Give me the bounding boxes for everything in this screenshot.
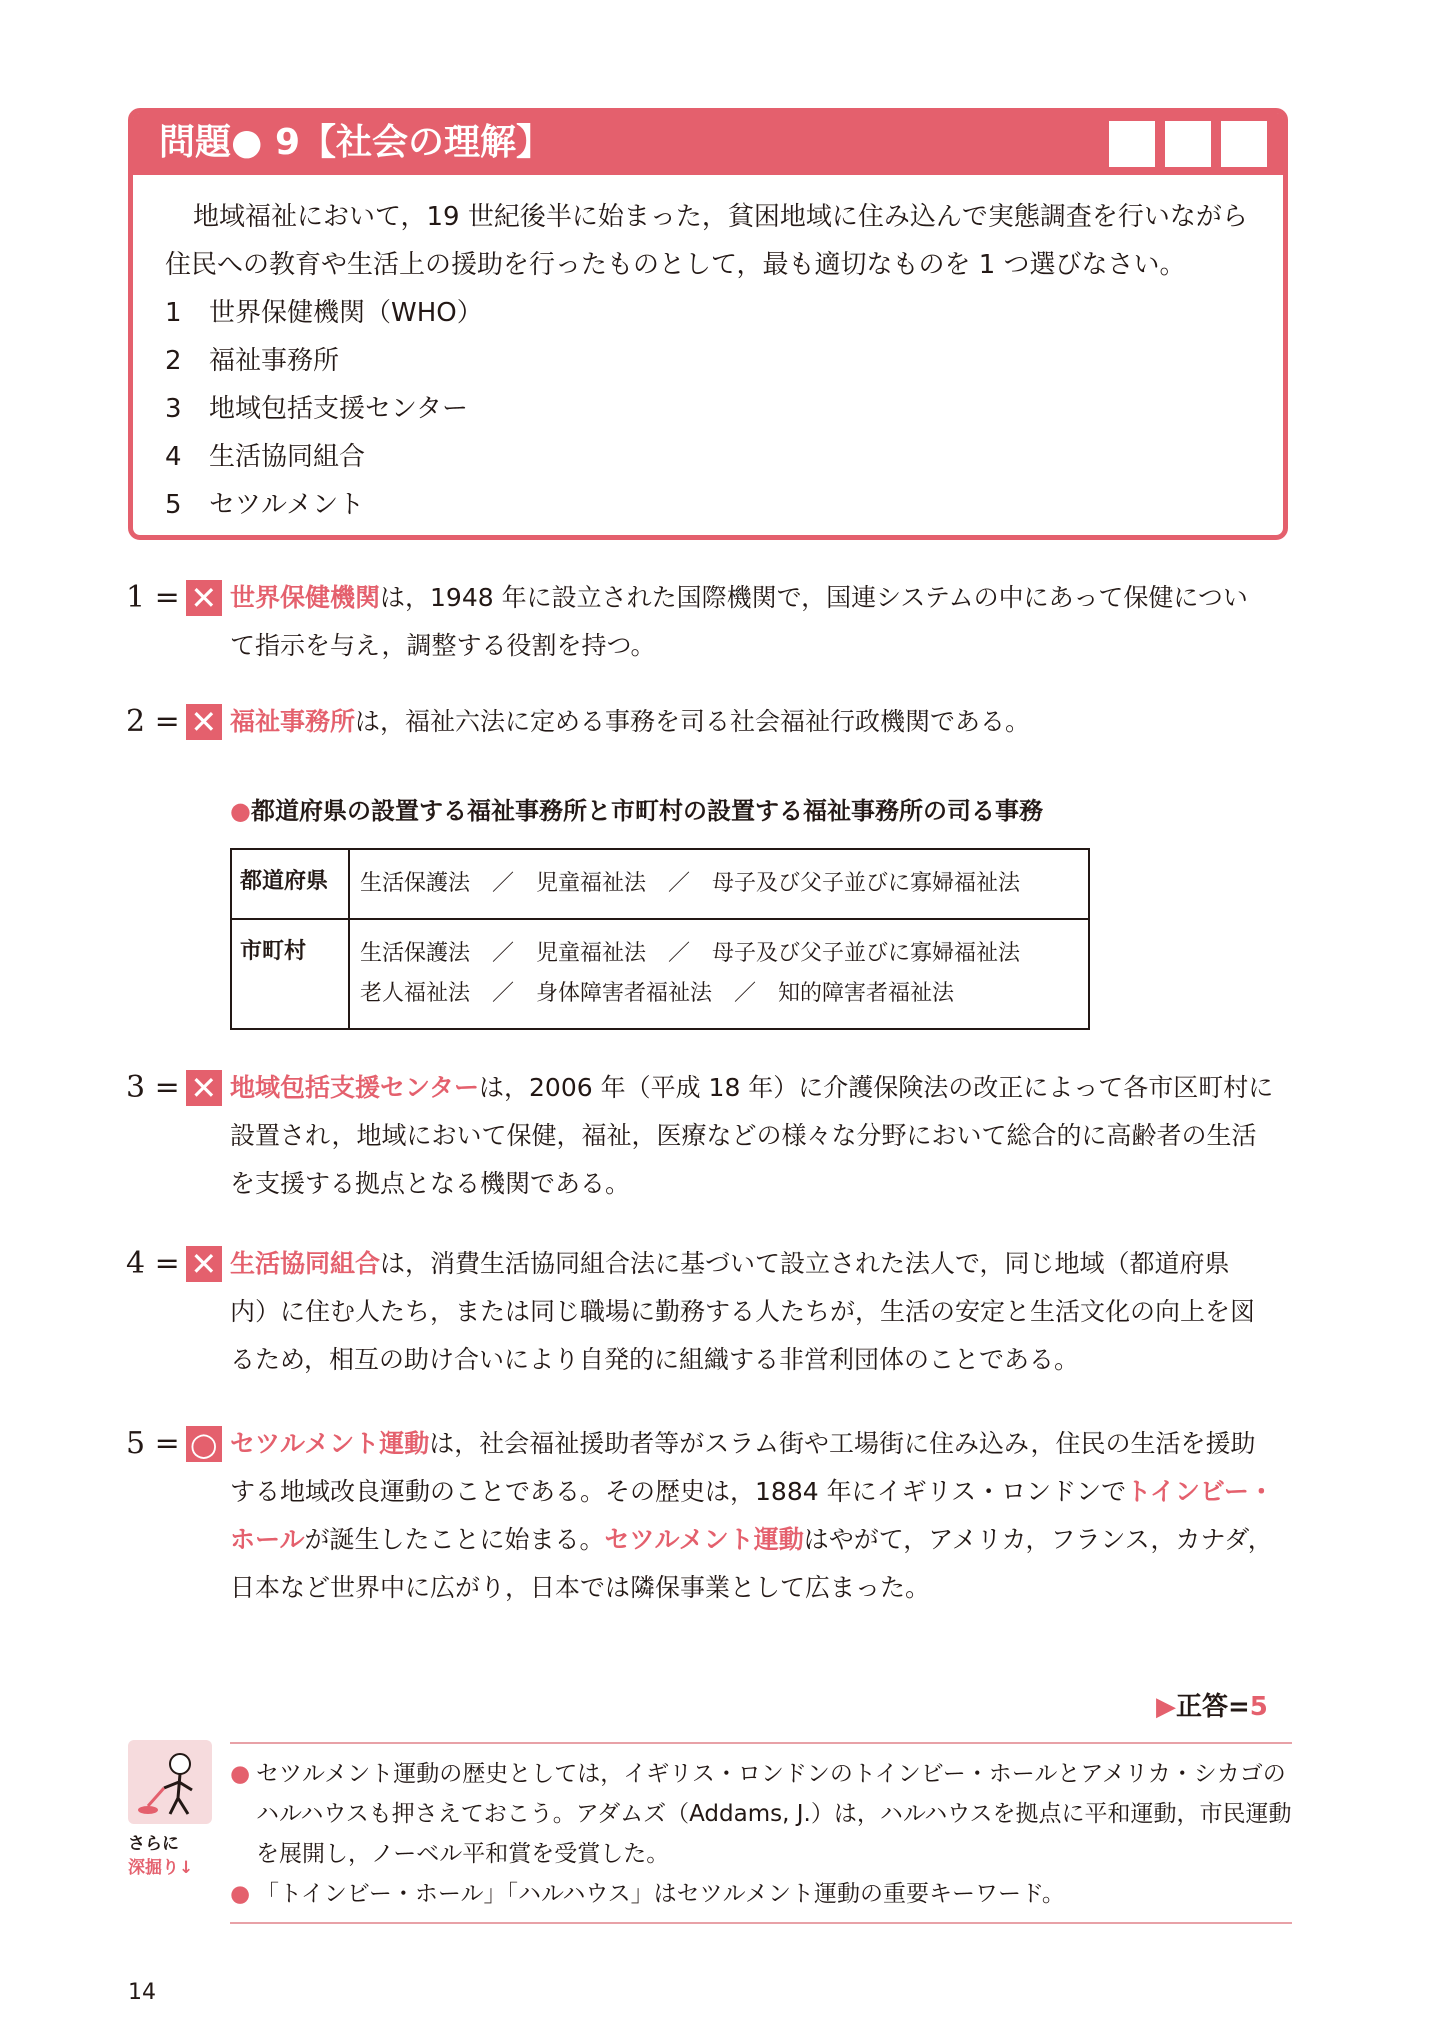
explanation-number-text: 2 = <box>126 704 180 739</box>
deep-dive-item <box>230 1754 1292 1874</box>
digging-person-illustration <box>128 1740 212 1824</box>
explanation-text: は，1948 年に設立された国際機関で，国連システムの中にあって保健につい <box>380 583 1248 612</box>
answer-label: 正答= <box>1176 1692 1250 1722</box>
explanation-2 <box>126 698 1296 746</box>
explanation-number <box>126 1420 222 1468</box>
explanation-text: は，社会福祉援助者等がスラム街や工場街に住み込み，住民の生活を援助 <box>429 1429 1256 1458</box>
bullet-icon: ● <box>230 1761 251 1787</box>
incorrect-mark-icon: ✕ <box>186 580 222 616</box>
option-1 <box>165 289 483 337</box>
explanation-text: は，2006 年（平成 18 年）に介護保険法の改正によって各市区町村に <box>479 1073 1274 1102</box>
option-number: 5 <box>165 490 182 520</box>
explanation-line: 日本など世界中に広がり，日本では隣保事業として広まった。 <box>230 1573 931 1602</box>
option-label: セツルメント <box>209 490 365 520</box>
check-box-2[interactable] <box>1165 121 1211 167</box>
explanation-line: 設置され，地域において保健，福祉，医療などの様々な分野において総合的に高齢者の生活 <box>230 1121 1257 1150</box>
explanation-line: て指示を与え，調整する役割を持つ。 <box>230 631 656 660</box>
option-label: 生活協同組合 <box>209 442 366 472</box>
explanation-line <box>230 574 1296 622</box>
option-number: 2 <box>165 346 182 376</box>
question-title: 問題● 9【社会の理解】 <box>159 122 552 163</box>
deep-dive-item <box>230 1874 1292 1914</box>
explanation-number <box>126 698 222 746</box>
explanation-line <box>230 698 1296 746</box>
option-label: 世界保健機関（WHO） <box>209 298 483 328</box>
option-number: 3 <box>165 394 182 424</box>
option-5 <box>165 481 483 529</box>
explanation-number <box>126 1064 222 1112</box>
row-header: 市町村 <box>232 920 350 1028</box>
question-stem-text: 地域福祉において，19 世紀後半に始まった，貧困地域に住み込んで実態調査を行いながら住民への教育や生活上の援助を行ったものとして，最も適切なものを 1 つ選びなさい。 <box>165 202 1248 280</box>
deep-dive-box <box>230 1742 1292 1924</box>
explanation-line: るため，相互の助け合いにより自発的に組織する非営利団体のことである。 <box>230 1345 1080 1374</box>
explanation-number <box>126 1240 222 1288</box>
table-cell: 生活保護法 ／ 児童福祉法 ／ 母子及び父子並びに寡婦福祉法 <box>360 941 1021 966</box>
incorrect-mark-icon: ✕ <box>186 1070 222 1106</box>
deep-dive-text: セツルメント運動の歴史としては，イギリス・ロンドンのトインビー・ホールとアメリカ・シカゴのハルハウスも押さえておこう。アダムズ（Addams, J.）は，ハルハウスを拠点に平和運動，市民運動を展開し，ノーベル平和賞を受賞した。 <box>256 1761 1292 1867</box>
explanation-line: 内）に住む人たち，または同じ職場に勤務する人たちが，生活の安定と生活文化の向上を図 <box>230 1297 1256 1326</box>
row-header: 都道府県 <box>232 850 350 918</box>
keyword: 生活協同組合 <box>230 1249 381 1278</box>
table-row <box>232 920 1088 1028</box>
incorrect-mark-icon: ✕ <box>186 704 222 740</box>
explanation-number-text: 1 = <box>126 580 180 615</box>
question-header <box>133 113 1283 175</box>
deep-dive-label <box>128 1832 218 1880</box>
triangle-icon: ▶ <box>1156 1692 1176 1722</box>
explanation-line <box>230 1064 1296 1112</box>
question-box <box>128 108 1288 540</box>
explanation-line <box>230 1420 1296 1468</box>
explanation-3 <box>126 1064 1296 1208</box>
digging-person-icon <box>128 1740 212 1824</box>
welfare-office-table <box>230 848 1090 1030</box>
deep-dive-label-line2: 深掘り↓ <box>128 1858 194 1878</box>
explanation-number-text: 3 = <box>126 1070 180 1105</box>
correct-answer <box>1156 1686 1268 1723</box>
question-options <box>165 289 483 529</box>
check-box-3[interactable] <box>1221 121 1267 167</box>
table-title <box>230 792 1043 830</box>
option-4 <box>165 433 483 481</box>
option-2 <box>165 337 483 385</box>
explanation-number-text: 4 = <box>126 1246 180 1281</box>
keyword: 地域包括支援センター <box>230 1073 480 1102</box>
keyword: 福祉事務所 <box>230 707 356 736</box>
bullet-icon: ● <box>230 1881 251 1907</box>
table-cell: 老人福祉法 ／ 身体障害者福祉法 ／ 知的障害者福祉法 <box>360 981 955 1006</box>
option-label: 福祉事務所 <box>209 346 340 376</box>
deep-dive-label-line1: さらに <box>128 1834 179 1854</box>
bullet-icon: ● <box>230 797 251 825</box>
explanation-line: を支援する拠点となる機関である。 <box>230 1169 631 1198</box>
explanation-4 <box>126 1240 1296 1384</box>
correct-mark-icon: ○ <box>186 1426 222 1462</box>
deep-dive-text: 「トインビー・ホール」「ハルハウス」はセツルメント運動の重要キーワード。 <box>256 1881 1065 1907</box>
page-number: 14 <box>128 1980 156 2005</box>
explanation-line <box>230 1468 1296 1516</box>
explanation-5 <box>126 1420 1296 1612</box>
option-number: 1 <box>165 298 182 328</box>
explanation-1 <box>126 574 1296 670</box>
explanation-text: はやがて，アメリカ，フランス，カナダ， <box>803 1525 1273 1554</box>
keyword: ホール <box>230 1525 305 1554</box>
explanation-text: は，福祉六法に定める事務を司る社会福祉行政機関である。 <box>355 707 1031 736</box>
check-box-1[interactable] <box>1109 121 1155 167</box>
table-row <box>232 850 1088 920</box>
keyword: セツルメント運動 <box>604 1525 804 1554</box>
answer-value: 5 <box>1249 1692 1268 1722</box>
explanation-text: は，消費生活協同組合法に基づいて設立された法人で，同じ地域（都道府県 <box>380 1249 1230 1278</box>
keyword: トインビー・ <box>1126 1477 1274 1506</box>
explanation-number <box>126 574 222 622</box>
question-stem <box>165 193 1255 289</box>
explanation-text: する地域改良運動のことである。その歴史は，1884 年にイギリス・ロンドンで <box>230 1477 1127 1506</box>
explanation-line <box>230 1240 1296 1288</box>
incorrect-mark-icon: ✕ <box>186 1246 222 1282</box>
keyword: セツルメント運動 <box>230 1429 430 1458</box>
table-cell: 生活保護法 ／ 児童福祉法 ／ 母子及び父子並びに寡婦福祉法 <box>360 871 1021 896</box>
explanation-number-text: 5 = <box>126 1426 180 1461</box>
table-title-text: 都道府県の設置する福祉事務所と市町村の設置する福祉事務所の司る事務 <box>250 797 1043 825</box>
option-label: 地域包括支援センター <box>209 394 468 424</box>
explanation-line <box>230 1516 1296 1564</box>
keyword: 世界保健機関 <box>230 583 381 612</box>
explanation-text: が誕生したことに始まる。 <box>304 1525 605 1554</box>
option-number: 4 <box>165 442 182 472</box>
option-3 <box>165 385 483 433</box>
